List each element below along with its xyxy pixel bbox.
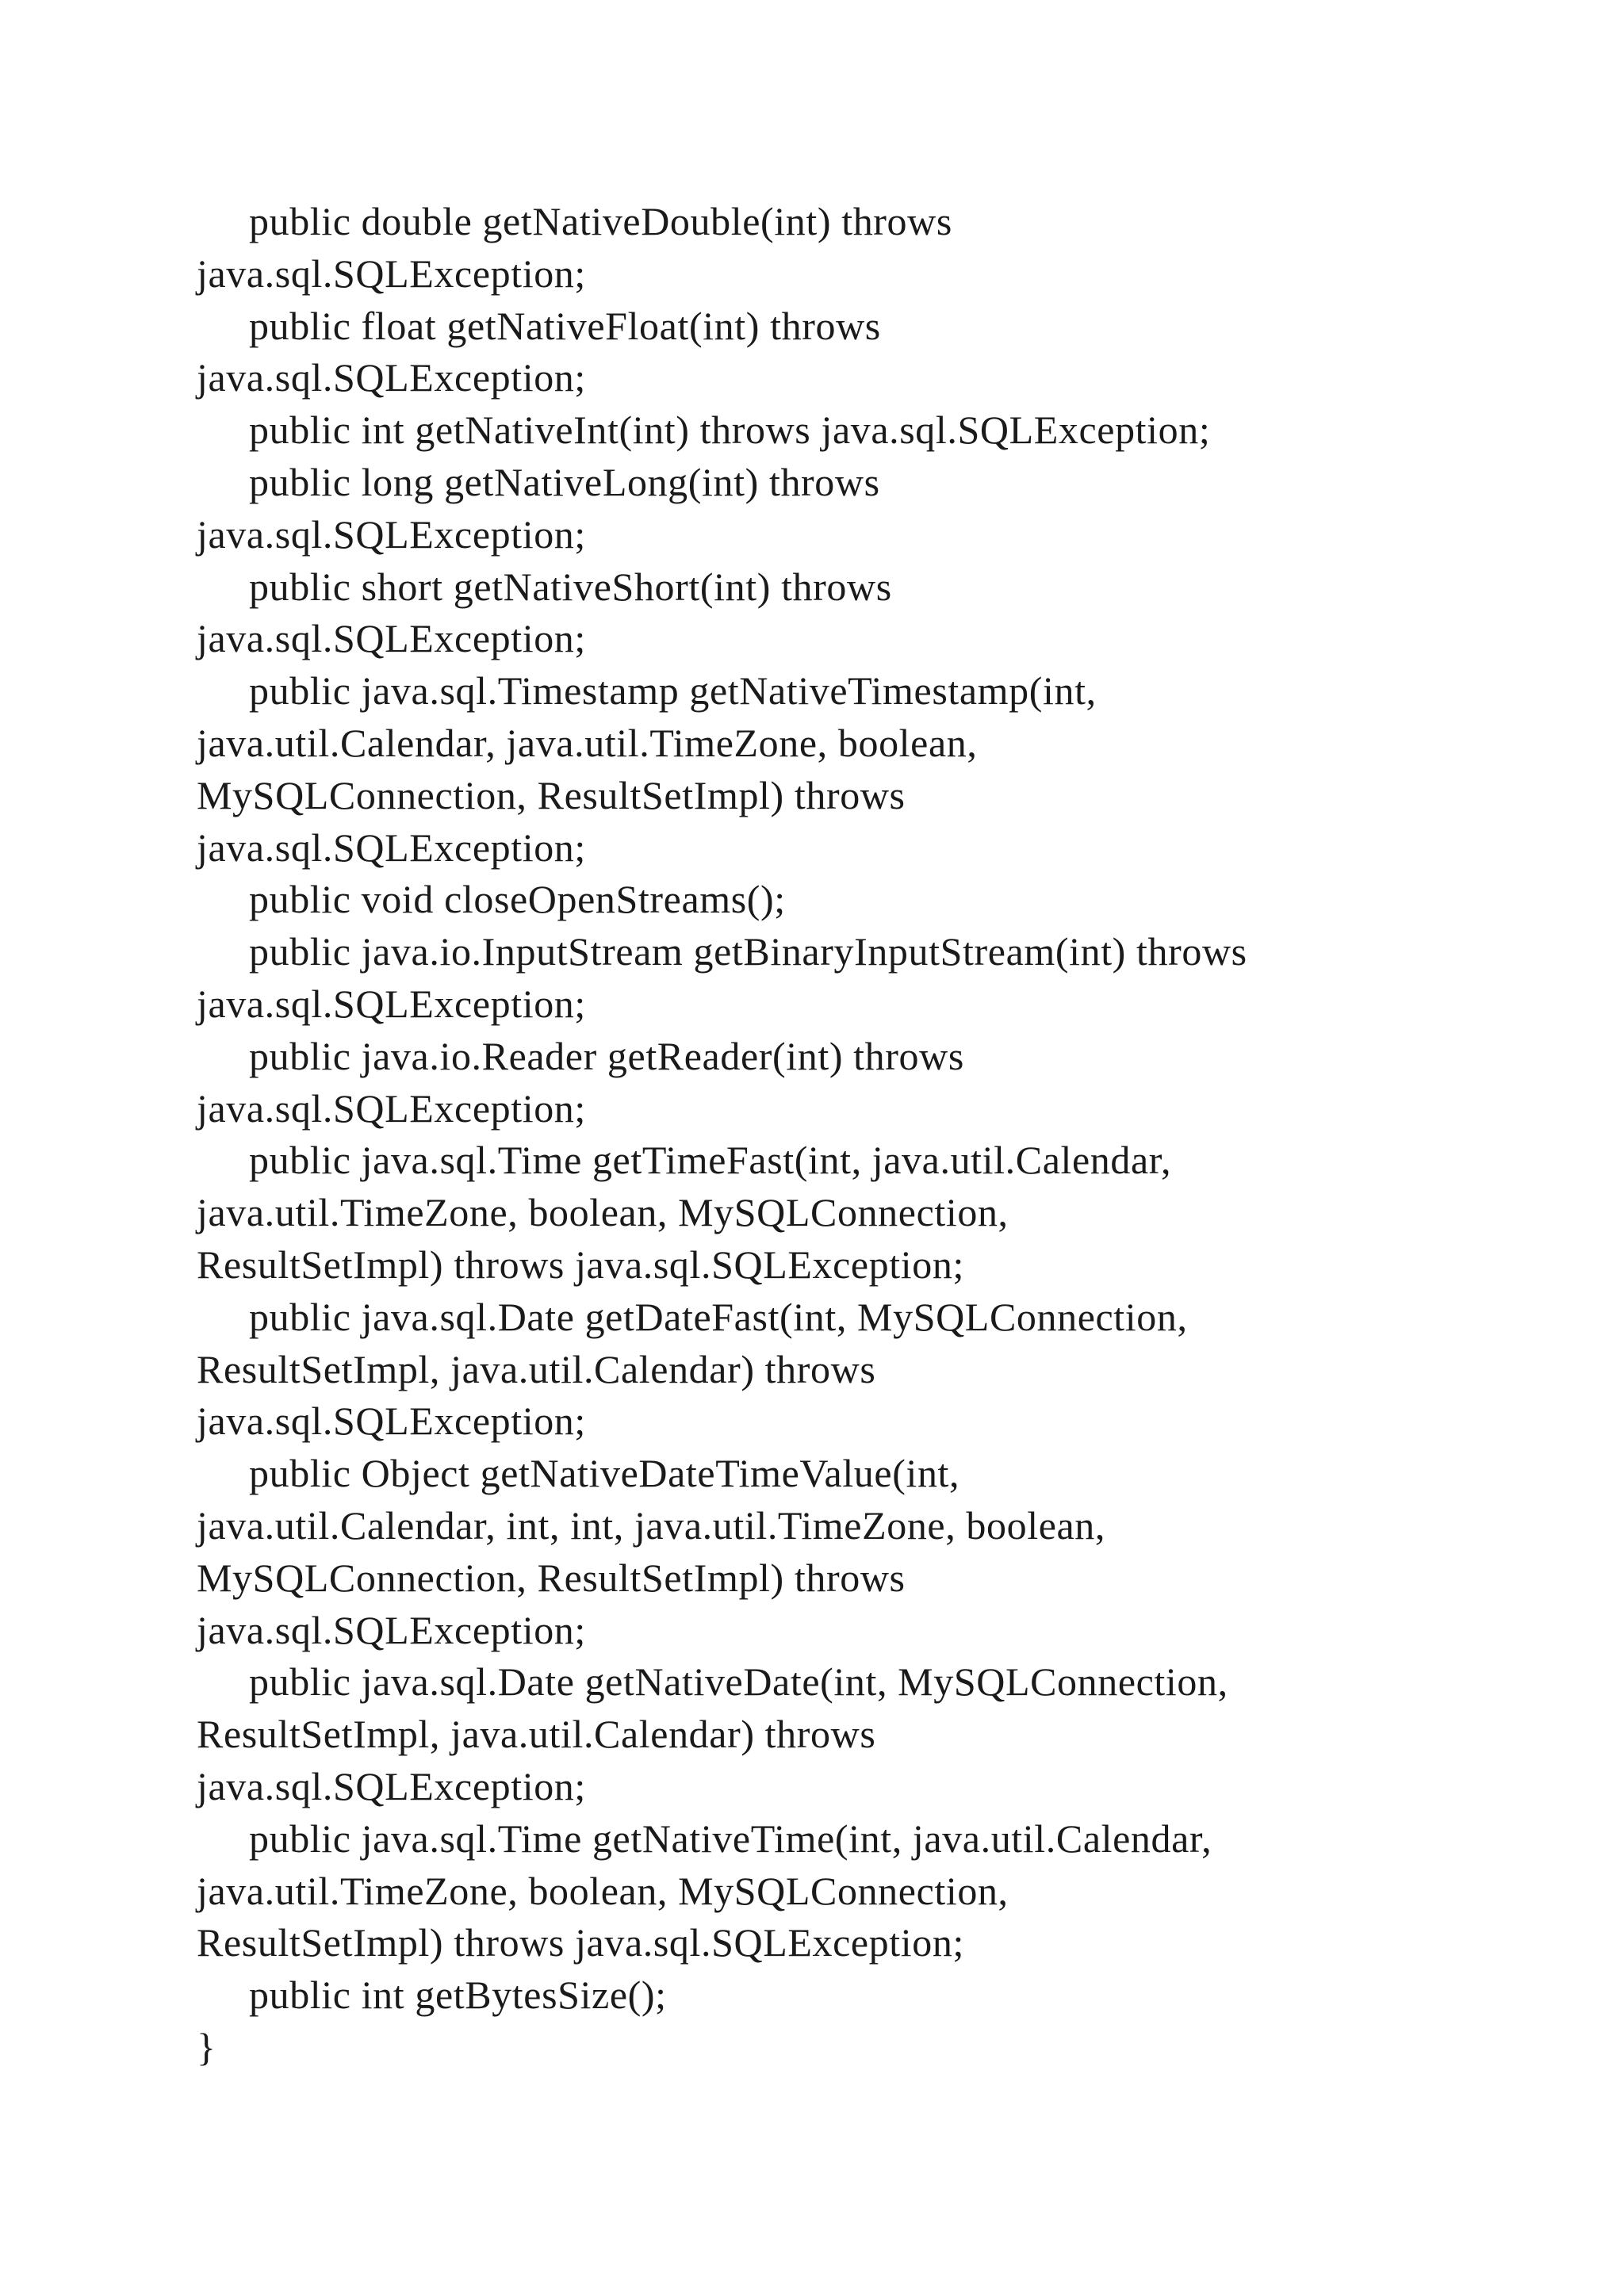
text-line: public java.sql.Timestamp getNativeTimestamp(int, <box>249 668 1097 714</box>
text-line: public double getNativeDouble(int) throws <box>249 199 952 243</box>
text-line: java.sql.SQLException; <box>197 511 586 557</box>
text-line: ResultSetImpl) throws java.sql.SQLException; <box>197 1242 964 1287</box>
text-line: } <box>197 2024 216 2069</box>
text-line: ResultSetImpl) throws java.sql.SQLException; <box>197 1920 964 1965</box>
text-line: java.sql.SQLException; <box>197 981 586 1026</box>
text-line: java.sql.SQLException; <box>197 251 586 296</box>
text-line: java.sql.SQLException; <box>197 355 586 400</box>
text-line: public java.io.InputStream getBinaryInputStream(int) throws <box>249 929 1247 974</box>
text-line: MySQLConnection, ResultSetImpl) throws <box>197 772 906 817</box>
text-line: public long getNativeLong(int) throws <box>249 459 880 504</box>
text-line: java.sql.SQLException; <box>197 1085 586 1131</box>
text-line: java.util.TimeZone, boolean, MySQLConnection, <box>197 1868 1009 1913</box>
text-line: java.sql.SQLException; <box>197 1607 586 1652</box>
text-line: public java.sql.Time getTimeFast(int, java.util.Calendar, <box>249 1138 1172 1183</box>
text-line: java.sql.SQLException; <box>197 1399 586 1444</box>
text-line: java.sql.SQLException; <box>197 825 586 870</box>
text-line: public int getNativeInt(int) throws java.sql.SQLException; <box>249 408 1211 453</box>
text-line: ResultSetImpl, java.util.Calendar) throws <box>197 1346 876 1391</box>
text-line: public float getNativeFloat(int) throws <box>249 303 881 348</box>
text-line: java.sql.SQLException; <box>197 1763 586 1808</box>
text-line: MySQLConnection, ResultSetImpl) throws <box>197 1555 906 1600</box>
text-line: java.util.Calendar, java.util.TimeZone, boolean, <box>197 720 978 765</box>
document-body <box>197 196 1434 2074</box>
text-line: java.util.Calendar, int, int, java.util.TimeZone, boolean, <box>197 1502 1106 1548</box>
text-line: public int getBytesSize(); <box>249 1973 667 2018</box>
text-line: public java.sql.Date getDateFast(int, MySQLConnection, <box>249 1294 1188 1339</box>
text-line: public java.sql.Time getNativeTime(int, java.util.Calendar, <box>249 1816 1212 1861</box>
text-line: public java.sql.Date getNativeDate(int, MySQLConnection, <box>249 1659 1228 1705</box>
text-line: java.util.TimeZone, boolean, MySQLConnection, <box>197 1190 1009 1235</box>
text-line: public java.io.Reader getReader(int) throws <box>249 1033 964 1078</box>
text-line: public Object getNativeDateTimeValue(int, <box>249 1451 960 1496</box>
text-line: ResultSetImpl, java.util.Calendar) throws <box>197 1712 876 1757</box>
text-line: public short getNativeShort(int) throws <box>249 564 892 609</box>
text-line: public void closeOpenStreams(); <box>249 877 786 922</box>
text-line: java.sql.SQLException; <box>197 616 586 661</box>
